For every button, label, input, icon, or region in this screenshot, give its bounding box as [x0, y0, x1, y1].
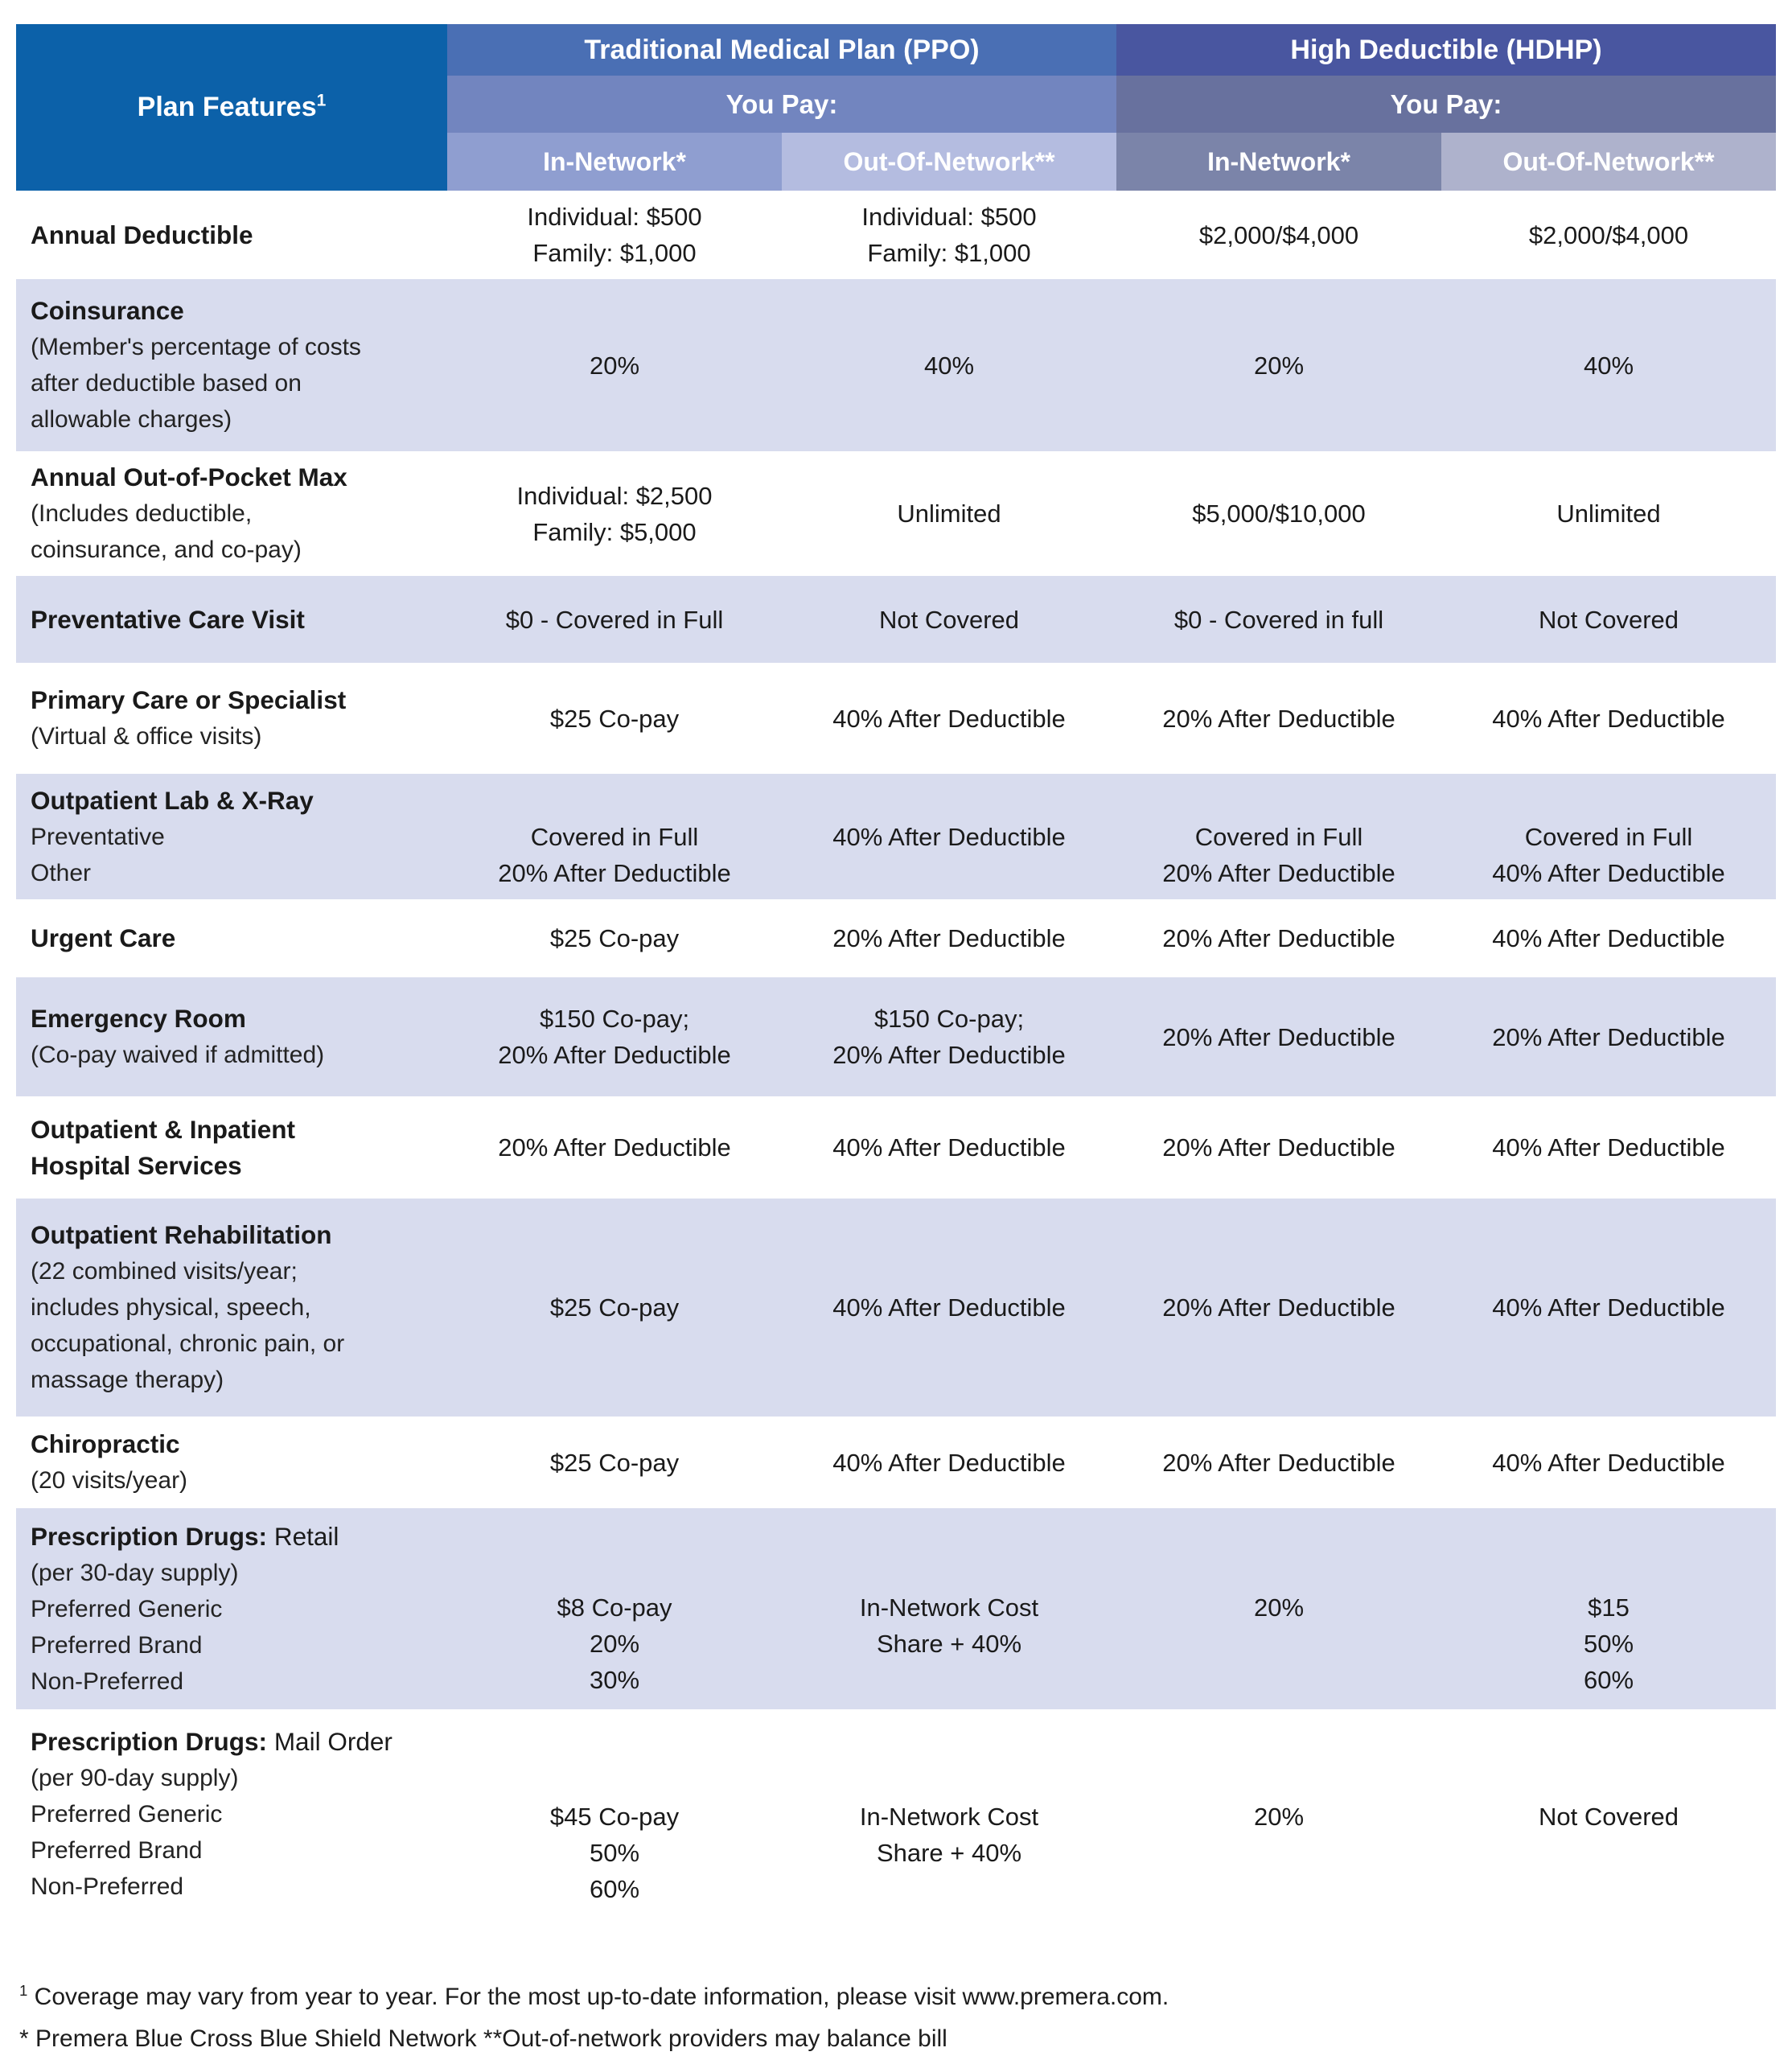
- cell-value: 40% After Deductible: [832, 704, 1066, 733]
- row-feature-subline: Non-Preferred: [31, 1667, 184, 1695]
- cell-value: 20% After Deductible: [498, 859, 731, 887]
- table-row-prescription-drugs-retail: [16, 1508, 1776, 1709]
- ppo-in-network-value: [447, 1199, 782, 1417]
- hdhp-out-of-network-value: [1441, 1096, 1776, 1199]
- cell-value: Family: $1,000: [867, 239, 1031, 267]
- hdhp-out-of-network-value: [1441, 451, 1776, 576]
- cell-value: 40% After Deductible: [832, 822, 1066, 851]
- ppo-in-network-value: [447, 1709, 782, 1918]
- hdhp-out-of-network-value: [1441, 279, 1776, 451]
- row-feature-subline: allowable charges): [31, 406, 232, 433]
- row-feature-title: Coinsurance: [31, 296, 184, 325]
- table-row-outpatient-rehabilitation: [16, 1199, 1776, 1417]
- cell-value: 40% After Deductible: [1492, 704, 1725, 733]
- hdhp-in-network-value: [1116, 1417, 1441, 1508]
- row-feature: [16, 1096, 447, 1199]
- cell-value: 40% After Deductible: [1492, 1293, 1725, 1322]
- ppo-out-of-network-value: [782, 451, 1116, 576]
- cell-value: 40% After Deductible: [832, 1293, 1066, 1322]
- cell-value: Share + 40%: [876, 1839, 1022, 1867]
- cell-value: 20% After Deductible: [1162, 859, 1395, 887]
- row-feature: [16, 1199, 447, 1417]
- cell-value: 20% After Deductible: [498, 1041, 731, 1069]
- row-feature-title: Chiropractic: [31, 1429, 180, 1458]
- row-feature: [16, 576, 447, 663]
- table-row-primary-care-or-specialist: [16, 663, 1776, 774]
- hdhp-in-network-value: [1116, 1709, 1441, 1918]
- ppo-out-of-network-value: [782, 899, 1116, 977]
- cell-value: $2,000/$4,000: [1198, 220, 1359, 249]
- cell-value: 60%: [1583, 1666, 1634, 1694]
- row-feature-subline: (Member's percentage of costs: [31, 334, 361, 360]
- hdhp-out-of-network-value: [1441, 774, 1776, 899]
- row-feature-title: Primary Care or Specialist: [31, 685, 347, 714]
- cell-value: $15: [1588, 1593, 1630, 1622]
- row-feature-title: Outpatient & Inpatient Hospital Services: [31, 1114, 295, 1180]
- cell-value: Family: $5,000: [532, 517, 697, 546]
- row-feature: [16, 1709, 447, 1918]
- table-row-annual-out-of-pocket-max: [16, 451, 1776, 576]
- ppo-in-network-value: [447, 899, 782, 977]
- row-feature-subline: (Includes deductible,: [31, 500, 253, 527]
- cell-value: 20%: [589, 1630, 640, 1658]
- ppo-out-of-network-value: [782, 1508, 1116, 1709]
- plan-features-header-cell: [16, 24, 447, 191]
- cell-value: Share + 40%: [876, 1630, 1022, 1658]
- table-row-coinsurance: [16, 279, 1776, 451]
- table-row-urgent-care: [16, 899, 1776, 977]
- cell-value: Covered in Full: [1194, 823, 1363, 851]
- cell-value: 30%: [589, 1666, 640, 1694]
- cell-value: $0 - Covered in Full: [505, 605, 724, 634]
- hdhp-out-of-network-value: [1441, 977, 1776, 1096]
- row-feature: [16, 899, 447, 977]
- cell-value: Not Covered: [1538, 1803, 1679, 1831]
- plan-features-label: Plan Features$^1$: [137, 91, 327, 122]
- row-feature-subline: Preferred Generic: [31, 1800, 223, 1828]
- cell-value: 50%: [589, 1839, 640, 1867]
- ppo-in-network-value: [447, 1508, 782, 1709]
- cell-value: $150 Co-pay;: [539, 1005, 690, 1033]
- row-feature: [16, 191, 447, 279]
- hdhp-out-of-network-column-header: Out-Of-Network**: [1441, 133, 1776, 191]
- row-feature-subline: Preferred Brand: [31, 1836, 203, 1864]
- cell-value: 40% After Deductible: [832, 1448, 1066, 1477]
- hdhp-in-network-value: [1116, 774, 1441, 899]
- cell-value: Family: $1,000: [532, 239, 697, 267]
- cell-value: 20% After Deductible: [832, 924, 1066, 952]
- footnotes: [19, 1976, 1776, 2060]
- row-feature-subline: Other: [31, 859, 92, 886]
- row-feature-subline: (per 90-day supply): [31, 1764, 239, 1791]
- hdhp-you-pay-band: You Pay:: [1116, 76, 1776, 133]
- ppo-out-of-network-value: [782, 576, 1116, 663]
- cell-value: 20% After Deductible: [1162, 1133, 1395, 1162]
- ppo-in-network-value: [447, 1417, 782, 1508]
- cell-value: 20% After Deductible: [1162, 1293, 1395, 1322]
- row-feature-subline: Preventative: [31, 823, 165, 850]
- table-row-outpatient-inpatient-hospital-services: [16, 1096, 1776, 1199]
- ppo-out-of-network-value: [782, 279, 1116, 451]
- cell-value: $25 Co-pay: [549, 1448, 680, 1477]
- hdhp-in-network-value: [1116, 977, 1441, 1096]
- row-feature-title: Prescription Drugs: Mail Order: [31, 1726, 393, 1756]
- footnote-coverage: $^1$ Coverage may vary from year to year. For the most up-to-date information, please visit www.premera.com.: [19, 1982, 1169, 2010]
- row-feature-subline: (per 30-day supply): [31, 1559, 239, 1586]
- plan-features-superscript: 1: [316, 91, 327, 110]
- table-body: [16, 191, 1776, 1918]
- ppo-out-of-network-value: [782, 1096, 1116, 1199]
- row-feature-title: Prescription Drugs: Retail: [31, 1521, 339, 1551]
- cell-value: $8 Co-pay: [557, 1593, 672, 1622]
- hdhp-in-network-value: [1116, 576, 1441, 663]
- table-row-outpatient-lab-xray: [16, 774, 1776, 899]
- hdhp-in-network-value: [1116, 191, 1441, 279]
- cell-value: Not Covered: [878, 605, 1020, 634]
- hdhp-in-network-column-header: In-Network*: [1116, 133, 1441, 191]
- cell-value: $45 Co-pay: [549, 1803, 680, 1831]
- cell-value: 20% After Deductible: [1492, 1022, 1725, 1051]
- cell-value: 20% After Deductible: [1162, 1448, 1395, 1477]
- table-header: [16, 24, 1776, 191]
- row-feature: [16, 279, 447, 451]
- ppo-out-of-network-column-header: Out-Of-Network**: [782, 133, 1116, 191]
- ppo-out-of-network-value: [782, 663, 1116, 774]
- ppo-group-title: Traditional Medical Plan (PPO): [447, 24, 1116, 76]
- footnote-superscript: 1: [19, 1982, 28, 1999]
- cell-value: Covered in Full: [1524, 823, 1693, 851]
- table-row-emergency-room: [16, 977, 1776, 1096]
- ppo-in-network-value: [447, 576, 782, 663]
- cell-value: Individual: $500: [527, 203, 702, 231]
- cell-value: $25 Co-pay: [549, 1293, 680, 1322]
- hdhp-out-of-network-value: [1441, 576, 1776, 663]
- row-feature: [16, 774, 447, 899]
- hdhp-out-of-network-value: [1441, 191, 1776, 279]
- hdhp-in-network-value: [1116, 1508, 1441, 1709]
- cell-value: 40% After Deductible: [1492, 859, 1725, 887]
- cell-value: 20%: [1253, 351, 1305, 380]
- hdhp-in-network-value: [1116, 451, 1441, 576]
- cell-value: Covered in Full: [530, 823, 699, 851]
- cell-value: In-Network Cost: [859, 1593, 1039, 1622]
- cell-value: 40%: [1583, 351, 1634, 380]
- hdhp-out-of-network-value: [1441, 663, 1776, 774]
- cell-value: 40%: [923, 351, 975, 380]
- cell-value: 20%: [589, 351, 640, 380]
- ppo-you-pay-band: You Pay:: [447, 76, 1116, 133]
- row-feature-subline: (20 visits/year): [31, 1467, 188, 1494]
- cell-value: $0 - Covered in full: [1173, 605, 1384, 634]
- cell-value: Unlimited: [1556, 500, 1661, 528]
- cell-value: 40% After Deductible: [1492, 1133, 1725, 1162]
- cell-value: 20% After Deductible: [498, 1133, 731, 1162]
- cell-value: Unlimited: [897, 500, 1001, 528]
- table-row-chiropractic: [16, 1417, 1776, 1508]
- cell-value: 40% After Deductible: [832, 1133, 1066, 1162]
- row-feature-title: Annual Deductible: [31, 220, 253, 249]
- hdhp-in-network-value: [1116, 1199, 1441, 1417]
- table-row-preventative-care-visit: [16, 576, 1776, 663]
- hdhp-in-network-value: [1116, 899, 1441, 977]
- ppo-out-of-network-value: [782, 977, 1116, 1096]
- row-feature: [16, 1417, 447, 1508]
- hdhp-in-network-value: [1116, 279, 1441, 451]
- cell-value: $150 Co-pay;: [873, 1005, 1025, 1033]
- hdhp-out-of-network-value: [1441, 1417, 1776, 1508]
- cell-value: 40% After Deductible: [1492, 1448, 1725, 1477]
- hdhp-out-of-network-value: [1441, 899, 1776, 977]
- cell-value: $5,000/$10,000: [1192, 500, 1366, 528]
- row-feature-title: Urgent Care: [31, 923, 176, 952]
- ppo-in-network-value: [447, 279, 782, 451]
- cell-value: 20% After Deductible: [832, 1041, 1066, 1069]
- cell-value: $2,000/$4,000: [1528, 220, 1689, 249]
- row-feature-subline: includes physical, speech,: [31, 1294, 311, 1321]
- cell-value: 50%: [1583, 1630, 1634, 1658]
- row-feature: [16, 977, 447, 1096]
- footnote-network: * Premera Blue Cross Blue Shield Network **Out-of-network providers may balance bill: [19, 2025, 947, 2052]
- ppo-in-network-value: [447, 1096, 782, 1199]
- row-feature-subline: coinsurance, and co-pay): [31, 537, 302, 563]
- row-feature-title: Outpatient Lab & X-Ray: [31, 785, 314, 815]
- cell-value: $25 Co-pay: [549, 924, 680, 952]
- row-feature-subline: (Virtual & office visits): [31, 723, 262, 750]
- row-feature: [16, 663, 447, 774]
- row-feature-subline: Non-Preferred: [31, 1873, 184, 1900]
- cell-value: 20% After Deductible: [1162, 924, 1395, 952]
- ppo-in-network-value: [447, 191, 782, 279]
- row-feature-subline: Preferred Brand: [31, 1631, 203, 1659]
- row-feature-subline: Preferred Generic: [31, 1595, 223, 1622]
- row-feature-subline: occupational, chronic pain, or: [31, 1330, 345, 1357]
- ppo-out-of-network-value: [782, 1199, 1116, 1417]
- cell-value: Individual: $2,500: [516, 481, 713, 510]
- ppo-out-of-network-value: [782, 1709, 1116, 1918]
- row-feature-subline: (22 combined visits/year;: [31, 1258, 298, 1285]
- row-feature-title: Annual Out-of-Pocket Max: [31, 463, 347, 491]
- cell-value: 20%: [1253, 1593, 1305, 1622]
- table-row-prescription-drugs-mail-order: [16, 1709, 1776, 1918]
- cell-value: 20% After Deductible: [1162, 704, 1395, 733]
- cell-value: 20% After Deductible: [1162, 1022, 1395, 1051]
- row-feature-title: Preventative Care Visit: [31, 604, 305, 634]
- ppo-in-network-value: [447, 774, 782, 899]
- hdhp-in-network-value: [1116, 1096, 1441, 1199]
- cell-value: 60%: [589, 1875, 640, 1903]
- cell-value: 40% After Deductible: [1492, 924, 1725, 952]
- ppo-in-network-value: [447, 451, 782, 576]
- row-feature-subline: after deductible based on: [31, 370, 302, 397]
- table-row-annual-deductible: [16, 191, 1776, 279]
- cell-value: $25 Co-pay: [549, 704, 680, 733]
- hdhp-group-title: High Deductible (HDHP): [1116, 24, 1776, 76]
- hdhp-out-of-network-value: [1441, 1199, 1776, 1417]
- hdhp-out-of-network-value: [1441, 1508, 1776, 1709]
- row-feature-subline: massage therapy): [31, 1367, 224, 1393]
- row-feature-title: Outpatient Rehabilitation: [31, 1220, 332, 1249]
- row-feature-subline: (Co-pay waived if admitted): [31, 1042, 325, 1068]
- cell-value: Not Covered: [1538, 605, 1679, 634]
- cell-value: In-Network Cost: [859, 1803, 1039, 1831]
- row-feature-title: Emergency Room: [31, 1004, 246, 1033]
- ppo-out-of-network-value: [782, 1417, 1116, 1508]
- row-feature: [16, 451, 447, 576]
- hdhp-in-network-value: [1116, 663, 1441, 774]
- ppo-in-network-value: [447, 977, 782, 1096]
- ppo-out-of-network-value: [782, 191, 1116, 279]
- cell-value: 20%: [1253, 1803, 1305, 1831]
- ppo-in-network-column-header: In-Network*: [447, 133, 782, 191]
- hdhp-out-of-network-value: [1441, 1709, 1776, 1918]
- ppo-out-of-network-value: [782, 774, 1116, 899]
- row-feature: [16, 1508, 447, 1709]
- ppo-in-network-value: [447, 663, 782, 774]
- cell-value: Individual: $500: [861, 203, 1037, 231]
